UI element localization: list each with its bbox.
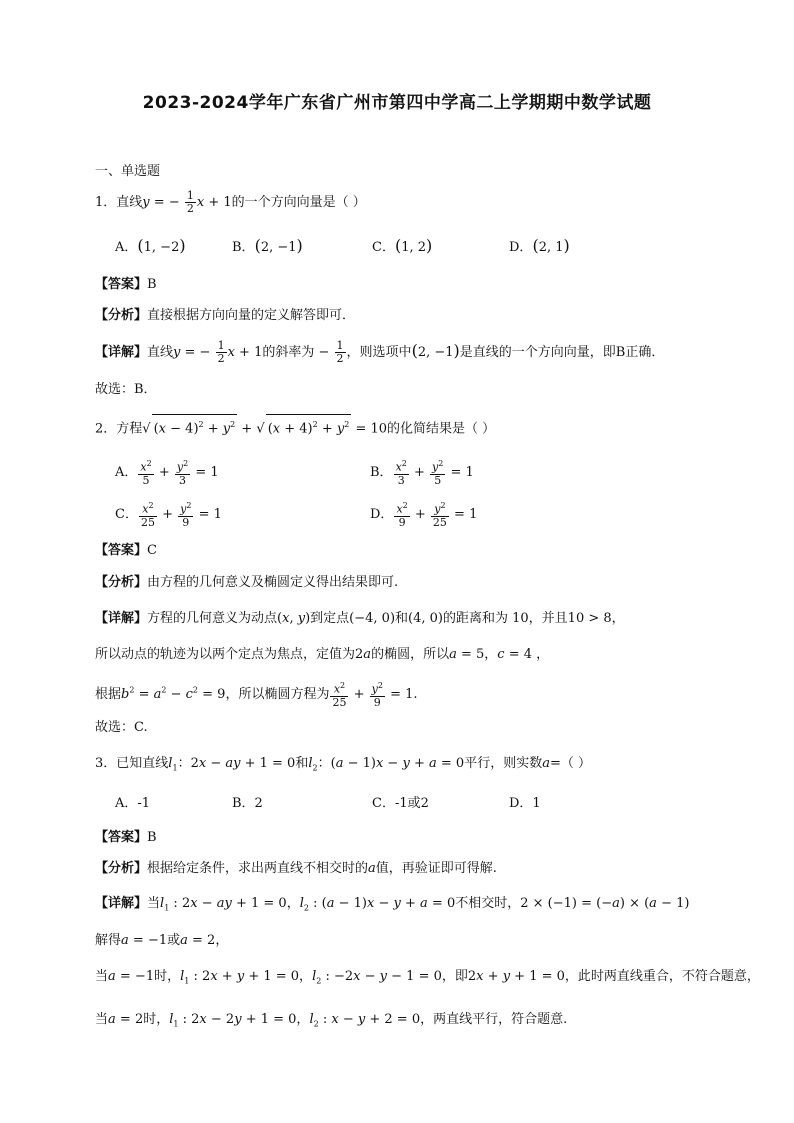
question-2: 2．方程√ $(x - 4)^2 + y^2$ + √ $(x + 4)^2 + y^2 = 10$的化简结果是（ ）: [95, 414, 495, 439]
detail-line: 当a = 2时，$l_1$ : 2x − 2y + 1 = 0，$l_2$ : x − y + 2 = 0，两直线平行，符合题意.: [95, 1012, 568, 1029]
question-number: 1．: [95, 195, 117, 210]
detail-line: 当a = −1时，$l_1$ : 2x + y + 1 = 0，$l_2$ : −2x − y − 1 = 0，即2x + y + 1 = 0，此时两直线重合，不符合题意，: [95, 969, 760, 986]
option-c: C．(1, 2): [372, 236, 433, 255]
option-c: C．-1或2: [372, 796, 429, 811]
page-title: 2023-2024学年广东省广州市第四中学高二上学期期中数学试题: [142, 93, 652, 113]
analysis-line: 【分析】由方程的几何意义及椭圆定义得出结果即可.: [95, 575, 399, 590]
analysis-line: 【分析】直接根据方向向量的定义解答即可．: [95, 308, 356, 323]
option-d: D．1: [509, 796, 541, 811]
option-d: D． $\frac{x^2}{9}$ + $\frac{y^2}{25}$ = 1: [370, 501, 478, 529]
question-text: 直线: [116, 195, 143, 210]
question-3: 3．已知直线$l_1$：2x − ay + 1 = 0和$l_2$：(a − 1)x − y + a = 0平行，则实数a=（ ）: [95, 756, 592, 773]
answer-line: 【答案】C: [95, 543, 157, 558]
option-b: B．(2, −1): [232, 236, 303, 255]
detail-line: 【详解】直线y = − $\frac{1}{2}$ x + 1的斜率为 − $\frac{1}{2}$ ，则选项中(2, −1)是直线的一个方向向量，即B正确．: [95, 339, 665, 365]
option-a: A．-1: [115, 796, 151, 811]
analysis-line: 【分析】根据给定条件，求出两直线不相交时的a值，再验证即可得解.: [95, 861, 497, 876]
answer-line: 【答案】B: [95, 277, 157, 292]
conclusion-line: 故选：B．: [95, 382, 157, 397]
option-a: A． $\frac{x^2}{5}$ + $\frac{y^2}{3}$ = 1: [115, 459, 219, 487]
answer-line: 【答案】B: [95, 830, 157, 845]
detail-line: 【详解】当$l_1$ : 2x − ay + 1 = 0，$l_2$ : (a − 1)x − y + a = 0不相交时，2 × (−1) = (−a) × (a − 1): [95, 896, 690, 913]
detail-line: 根据$b^2 = a^2 - c^2 = 9$，所以椭圆方程为 $\frac{x^2}{25}$ + $\frac{y^2}{9}$ = 1.: [95, 681, 418, 709]
section-heading: 一、单选题: [95, 164, 161, 179]
option-b: B． $\frac{x^2}{3}$ + $\frac{y^2}{5}$ = 1: [370, 459, 474, 487]
detail-line: 所以动点的轨迹为以两个定点为焦点，定值为2a的椭圆，所以a = 5，c = 4 ，: [95, 647, 550, 662]
option-d: D．(2, 1): [509, 236, 570, 255]
option-b: B．2: [232, 796, 263, 811]
option-a: A．(1, −2): [115, 236, 186, 255]
detail-line: 【详解】方程的几何意义为动点(x, y)到定点(−4, 0)和(4, 0)的距离和为 10，并且10 > 8，: [95, 611, 625, 626]
option-c: C． $\frac{x^2}{25}$ + $\frac{y^2}{9}$ = 1: [115, 501, 222, 529]
detail-line: 解得a = −1或a = 2，: [95, 933, 229, 948]
question-text: 的一个方向向量是（ ）: [231, 195, 366, 210]
conclusion-line: 故选：C.: [95, 720, 148, 735]
question-1: 1．直线y = − $\frac{1}{2}$ x + 1的一个方向向量是（ ）: [95, 189, 366, 215]
